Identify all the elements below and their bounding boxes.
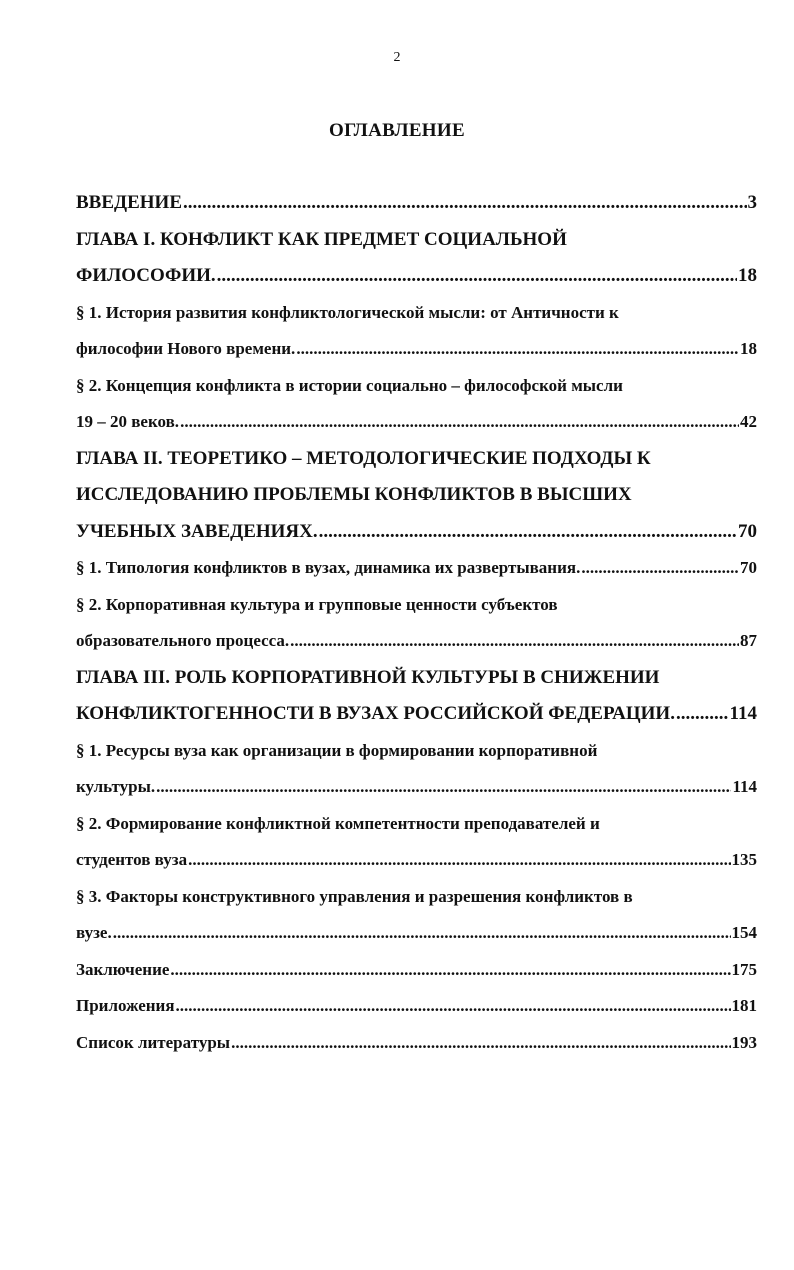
toc-page-number: 18 (740, 339, 757, 358)
page-title: ОГЛАВЛЕНИЕ (329, 120, 465, 141)
toc-entry-title: 19 – 20 веков. (76, 412, 180, 431)
toc-entry-title: студентов вуза (76, 850, 188, 869)
toc-entry-title: Приложения (76, 996, 175, 1015)
leader-dots (217, 258, 737, 295)
toc-entry-title: вузе. (76, 923, 112, 942)
leader-dots (676, 696, 729, 733)
table-of-contents (76, 185, 757, 1061)
toc-page-number: 175 (731, 959, 757, 979)
leader-dots (581, 550, 739, 587)
toc-page-number: 154 (731, 923, 757, 942)
toc-entry-title: § 2. Корпоративная культура и групповые ценности субъектов (76, 594, 558, 614)
toc-entry-chapter-1-section-2[interactable] (76, 368, 757, 441)
toc-entry-title: § 3. Факторы конструктивного управления и разрешения конфликтов в (76, 886, 633, 906)
toc-entry-chapter-3-section-3[interactable] (76, 879, 757, 952)
toc-entry-title: Список литературы (76, 1032, 231, 1052)
toc-entry-title: ГЛАВА II. ТЕОРЕТИКО – МЕТОДОЛОГИЧЕСКИЕ ПОДХОДЫ К (76, 447, 651, 469)
toc-entry-title: § 1. Ресурсы вуза как организации в формировании корпоративной (76, 740, 598, 760)
leader-dots (231, 1025, 730, 1062)
toc-entry-chapter-2-section-1[interactable] (76, 550, 757, 587)
toc-page-number: 3 (747, 192, 757, 213)
toc-page-number: 70 (738, 520, 757, 542)
toc-entry-title: § 1. История развития конфликтологической мысли: от Античности к (76, 302, 619, 322)
leader-dots (170, 952, 730, 989)
leader-dots (296, 331, 739, 368)
toc-entry-title: философии Нового времени. (76, 339, 296, 358)
toc-entry-title: культуры. (76, 777, 156, 796)
leader-dots (176, 988, 731, 1025)
toc-page-number: 181 (731, 996, 757, 1015)
toc-page-number: 114 (729, 703, 757, 724)
toc-entry-chapter-2-section-2[interactable] (76, 587, 757, 660)
toc-page-number: 70 (740, 558, 757, 577)
toc-entry-bibliography[interactable] (76, 1025, 757, 1062)
toc-page-number: 42 (740, 412, 757, 431)
toc-entry-title: ИССЛЕДОВАНИЮ ПРОБЛЕМЫ КОНФЛИКТОВ В ВЫСШИХ (76, 484, 632, 505)
toc-page-number: 18 (738, 265, 757, 286)
toc-entry-appendices[interactable] (76, 988, 757, 1025)
leader-dots (183, 185, 747, 222)
page-number: 2 (393, 50, 401, 65)
toc-entry-chapter-3[interactable] (76, 660, 757, 733)
leader-dots (319, 514, 737, 551)
toc-entry-title: ВВЕДЕНИЕ (76, 192, 182, 213)
toc-page-number: 114 (732, 777, 757, 796)
toc-entry-chapter-1-section-1[interactable] (76, 295, 757, 368)
toc-entry-chapter-2[interactable] (76, 441, 757, 551)
leader-dots (180, 404, 739, 441)
toc-entry-chapter-3-section-1[interactable] (76, 733, 757, 806)
toc-page-number: 135 (731, 850, 757, 869)
toc-entry-title: ФИЛОСОФИИ. (76, 265, 216, 286)
toc-entry-title: КОНФЛИКТОГЕННОСТИ В ВУЗАХ РОССИЙСКОЙ ФЕДЕРАЦИИ. (76, 703, 675, 724)
leader-dots (188, 842, 730, 879)
leader-dots (290, 623, 739, 660)
leader-dots (156, 769, 731, 806)
toc-entry-title: § 2. Концепция конфликта в истории социально – философской мысли (76, 375, 623, 395)
toc-entry-title: Заключение (76, 959, 170, 979)
toc-entry-title: § 1. Типология конфликтов в вузах, динамика их развертывания. (76, 558, 581, 577)
toc-page-number: 87 (740, 631, 757, 650)
toc-entry-title: образовательного процесса. (76, 631, 290, 650)
toc-entry-chapter-3-section-2[interactable] (76, 806, 757, 879)
toc-entry-title: ГЛАВА I. КОНФЛИКТ КАК ПРЕДМЕТ СОЦИАЛЬНОЙ (76, 228, 567, 250)
leader-dots (113, 915, 731, 952)
toc-entry-title: УЧЕБНЫХ ЗАВЕДЕНИЯХ. (76, 520, 318, 542)
toc-entry-title: ГЛАВА III. РОЛЬ КОРПОРАТИВНОЙ КУЛЬТУРЫ В СНИЖЕНИИ (76, 666, 660, 688)
toc-entry-title: § 2. Формирование конфликтной компетентности преподавателей и (76, 813, 600, 833)
toc-entry-chapter-1[interactable] (76, 222, 757, 295)
toc-page-number: 193 (731, 1032, 757, 1052)
toc-entry-introduction[interactable] (76, 185, 757, 222)
toc-entry-conclusion[interactable] (76, 952, 757, 989)
